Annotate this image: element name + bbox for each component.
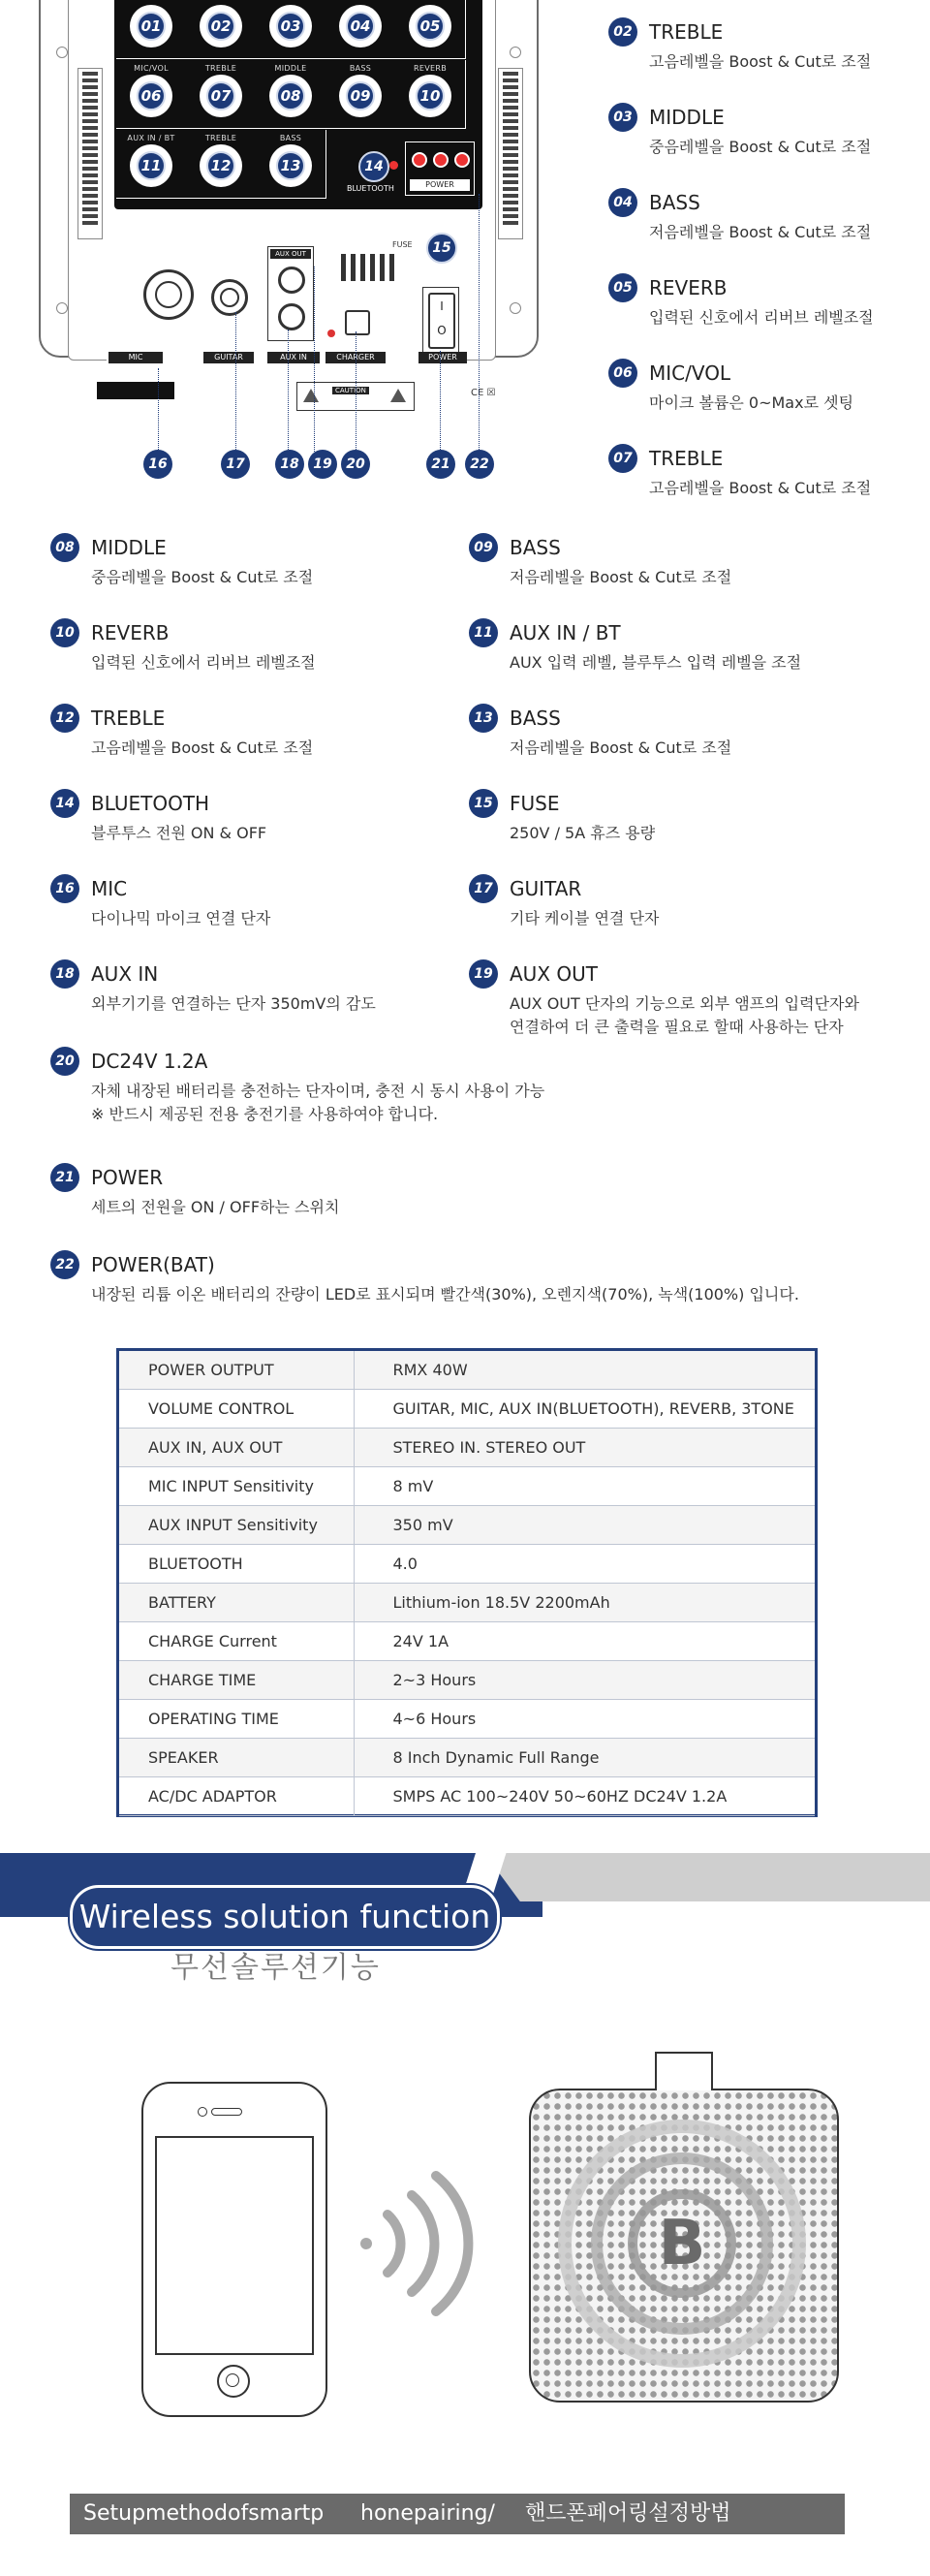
feature-description-line: 중음레벨을 Boost & Cut로 조절 bbox=[91, 568, 314, 586]
feature-description bbox=[510, 737, 731, 760]
charger-port-label: CHARGER bbox=[326, 352, 386, 363]
spec-key: AUX INPUT Sensitivity bbox=[119, 1506, 354, 1545]
spec-row bbox=[119, 1739, 815, 1777]
feature-description-line: 내장된 리튬 이온 배터리의 잔량이 LED로 표시되며 빨간색(30%), 오렌지색(70%), 녹색(100%) 입니다. bbox=[91, 1285, 799, 1304]
knob-number: 07 bbox=[206, 81, 235, 110]
feature-description bbox=[510, 651, 801, 675]
caution-label: CAUTION bbox=[296, 382, 415, 411]
wireless-signal-icon bbox=[349, 2161, 494, 2326]
knob-cell bbox=[186, 0, 257, 59]
aux-out-label: AUX OUT bbox=[270, 249, 311, 259]
feature-title: MIC bbox=[91, 877, 128, 900]
control-knob bbox=[339, 75, 382, 117]
knob-number: 03 bbox=[276, 12, 305, 41]
power-label: POWER bbox=[410, 179, 470, 191]
spec-row bbox=[119, 1506, 815, 1545]
feature-number-badge: 06 bbox=[608, 359, 637, 388]
feature-title: TREBLE bbox=[91, 707, 166, 730]
aux-in-jack bbox=[278, 303, 305, 330]
feature-description-line: 저음레벨을 Boost & Cut로 조절 bbox=[510, 738, 732, 757]
feature-description-line: AUX 입력 레벨, 블루투스 입력 레벨을 조절 bbox=[510, 653, 802, 672]
mic-port-label: MIC bbox=[108, 352, 163, 363]
feature-number-badge: 07 bbox=[608, 444, 637, 473]
feature-number-badge: 04 bbox=[608, 188, 637, 217]
feature-title: POWER(BAT) bbox=[91, 1253, 215, 1276]
charge-led bbox=[327, 330, 335, 337]
knob-number: 01 bbox=[137, 12, 166, 41]
feature-title: MIDDLE bbox=[649, 106, 725, 129]
knob-number: 12 bbox=[206, 151, 235, 180]
spec-row bbox=[119, 1429, 815, 1467]
spec-value: 24V 1A bbox=[354, 1622, 815, 1661]
device-panel-diagram bbox=[0, 0, 581, 485]
aux-jack-block bbox=[267, 246, 314, 341]
feature-number-badge: 17 bbox=[469, 874, 498, 903]
fuse-knob: 15 bbox=[426, 233, 457, 264]
feature-number-badge: 09 bbox=[469, 533, 498, 562]
control-knob bbox=[409, 75, 451, 117]
name-plate bbox=[97, 382, 174, 399]
wireless-subtitle: 무선솔루션기능 bbox=[170, 1951, 381, 1985]
feature-title: AUX IN / BT bbox=[510, 621, 621, 644]
feature-description bbox=[91, 651, 316, 675]
spec-row bbox=[119, 1584, 815, 1622]
spec-value: SMPS AC 100~240V 50~60HZ DC24V 1.2A bbox=[354, 1777, 815, 1816]
spec-row bbox=[119, 1700, 815, 1739]
spec-key: AC/DC ADAPTOR bbox=[119, 1777, 354, 1816]
spec-row bbox=[119, 1545, 815, 1584]
control-knob bbox=[200, 75, 242, 117]
feature-description-line: 블루투스 전원 ON & OFF bbox=[91, 824, 267, 842]
knob-cell bbox=[116, 60, 187, 129]
control-knob bbox=[200, 144, 242, 187]
screw-icon bbox=[510, 302, 521, 314]
spec-value: 350 mV bbox=[354, 1506, 815, 1545]
knob-label: REVERB bbox=[414, 64, 447, 73]
aux-in-port-label: AUX IN bbox=[267, 352, 320, 363]
spec-key: VOLUME CONTROL bbox=[119, 1390, 354, 1429]
dc-input-jack bbox=[345, 310, 370, 335]
feature-title: BASS bbox=[510, 707, 561, 730]
knob-number: 05 bbox=[416, 12, 445, 41]
spec-row bbox=[119, 1351, 815, 1390]
feature-description bbox=[649, 50, 871, 74]
feature-number-badge: 13 bbox=[469, 704, 498, 733]
feature-description bbox=[649, 221, 871, 244]
feature-title: TREBLE bbox=[649, 20, 724, 44]
feature-description-line: 입력된 신호에서 리버브 레벨조절 bbox=[649, 308, 874, 327]
wireless-title: Wireless solution function bbox=[70, 1885, 500, 1949]
feature-description-line: 연결하여 더 큰 출력을 필요로 할때 사용하는 단자 bbox=[510, 1018, 844, 1036]
feature-description bbox=[91, 1283, 799, 1306]
feature-description bbox=[91, 907, 270, 930]
knob-cell bbox=[186, 60, 257, 129]
spec-value: 2~3 Hours bbox=[354, 1661, 815, 1700]
power-port-label: POWER bbox=[418, 352, 467, 363]
spec-key: CHARGE Current bbox=[119, 1622, 354, 1661]
feature-number-badge: 14 bbox=[50, 789, 79, 818]
feature-description-line: AUX OUT 단자의 기능으로 외부 앰프의 입력단자와 bbox=[510, 994, 859, 1013]
feature-description-line: 저음레벨을 Boost & Cut로 조절 bbox=[649, 223, 872, 241]
spec-value: Lithium-ion 18.5V 2200mAh bbox=[354, 1584, 815, 1622]
battery-led bbox=[454, 152, 470, 168]
smartphone-icon bbox=[141, 2082, 327, 2417]
feature-title: MIC/VOL bbox=[649, 361, 731, 385]
bluetooth-button: 14 bbox=[358, 151, 389, 182]
bluetooth-led bbox=[389, 161, 398, 170]
control-knob bbox=[200, 5, 242, 47]
feature-description bbox=[510, 907, 659, 930]
knob-cell bbox=[256, 0, 326, 59]
callout-16: 16 bbox=[143, 450, 172, 479]
feature-description bbox=[510, 992, 859, 1039]
spec-key: OPERATING TIME bbox=[119, 1700, 354, 1739]
footer-text-2: honepairing/ bbox=[360, 2501, 495, 2526]
spec-row bbox=[119, 1661, 815, 1700]
spec-value: RMX 40W bbox=[354, 1351, 815, 1390]
feature-number-badge: 02 bbox=[608, 17, 637, 47]
feature-description-line: 마이크 볼륨은 0~Max로 셋팅 bbox=[649, 393, 854, 412]
left-vent-grill bbox=[78, 68, 103, 239]
feature-title: DC24V 1.2A bbox=[91, 1050, 208, 1073]
battery-led bbox=[433, 152, 449, 168]
feature-description-line: 저음레벨을 Boost & Cut로 조절 bbox=[510, 568, 732, 586]
feature-number-badge: 05 bbox=[608, 273, 637, 302]
knob-label: AUX IN / BT bbox=[127, 134, 175, 142]
feature-description bbox=[649, 392, 853, 415]
feature-title: BLUETOOTH bbox=[91, 792, 210, 815]
feature-title: AUX IN bbox=[91, 962, 159, 986]
knob-number: 13 bbox=[276, 151, 305, 180]
callout-17: 17 bbox=[221, 450, 250, 479]
feature-title: POWER bbox=[91, 1166, 164, 1189]
callout-21: 21 bbox=[426, 450, 455, 479]
feature-number-badge: 12 bbox=[50, 704, 79, 733]
fuse-label: FUSE bbox=[392, 240, 413, 249]
knob-cell bbox=[395, 0, 466, 59]
callout-22: 22 bbox=[465, 450, 494, 479]
feature-description bbox=[649, 136, 871, 159]
guitar-port-label: GUITAR bbox=[203, 352, 254, 363]
battery-led bbox=[412, 152, 427, 168]
feature-number-badge: 18 bbox=[50, 959, 79, 989]
feature-description-line: 외부기기를 연결하는 단자 350mV의 감도 bbox=[91, 994, 376, 1013]
battery-power-block bbox=[405, 141, 475, 196]
aux-out-jack bbox=[278, 267, 305, 294]
feature-title: FUSE bbox=[510, 792, 560, 815]
control-knob bbox=[130, 5, 172, 47]
feature-description bbox=[91, 1196, 339, 1219]
spec-value: GUITAR, MIC, AUX IN(BLUETOOTH), REVERB, 3TONE bbox=[354, 1390, 815, 1429]
feature-title: BASS bbox=[649, 191, 700, 214]
feature-description-line: 기타 케이블 연결 단자 bbox=[510, 909, 660, 927]
feature-number-badge: 11 bbox=[469, 618, 498, 647]
knob-number: 04 bbox=[346, 12, 375, 41]
spec-value: 4.0 bbox=[354, 1545, 815, 1584]
charger-vent bbox=[339, 254, 401, 283]
spec-key: BLUETOOTH bbox=[119, 1545, 354, 1584]
control-knob bbox=[130, 75, 172, 117]
footer-text-3: 핸드폰페어링설정방법 bbox=[525, 2501, 731, 2526]
knob-cell bbox=[116, 0, 187, 59]
callout-18: 18 bbox=[275, 450, 304, 479]
knob-cell bbox=[326, 0, 396, 59]
feature-number-badge: 16 bbox=[50, 874, 79, 903]
feature-title: REVERB bbox=[649, 276, 728, 299]
feature-number-badge: 15 bbox=[469, 789, 498, 818]
spec-key: SPEAKER bbox=[119, 1739, 354, 1777]
feature-description bbox=[649, 477, 871, 500]
screw-icon bbox=[56, 47, 68, 58]
bluetooth-speaker-icon bbox=[529, 2089, 839, 2403]
feature-description bbox=[91, 566, 313, 589]
feature-description-line: ※ 반드시 제공된 전용 충전기를 사용하여야 합니다. bbox=[91, 1105, 439, 1123]
screw-icon bbox=[56, 302, 68, 314]
spec-value: STEREO IN. STEREO OUT bbox=[354, 1429, 815, 1467]
feature-title: BASS bbox=[510, 536, 561, 559]
knob-cell bbox=[326, 60, 396, 129]
mic-combo-jack bbox=[143, 269, 194, 320]
spec-row bbox=[119, 1777, 815, 1816]
control-knob bbox=[339, 5, 382, 47]
feature-number-badge: 08 bbox=[50, 533, 79, 562]
callout-20: 20 bbox=[341, 450, 370, 479]
feature-description bbox=[510, 566, 731, 589]
knob-label: TREBLE bbox=[204, 64, 237, 73]
knob-label: TREBLE bbox=[204, 134, 237, 142]
feature-description-line: 세트의 전원을 ON / OFF하는 스위치 bbox=[91, 1198, 340, 1216]
screw-icon bbox=[510, 47, 521, 58]
feature-title: REVERB bbox=[91, 621, 170, 644]
spec-key: AUX IN, AUX OUT bbox=[119, 1429, 354, 1467]
feature-description bbox=[91, 1080, 544, 1126]
knob-cell bbox=[116, 130, 187, 199]
feature-description bbox=[91, 737, 313, 760]
bluetooth-label: BLUETOOTH bbox=[347, 184, 394, 193]
feature-description bbox=[649, 306, 874, 330]
feature-title: MIDDLE bbox=[91, 536, 167, 559]
feature-description-line: 입력된 신호에서 리버브 레벨조절 bbox=[91, 653, 316, 672]
control-knob bbox=[269, 144, 312, 187]
spec-value: 8 Inch Dynamic Full Range bbox=[354, 1739, 815, 1777]
control-knob bbox=[130, 144, 172, 187]
feature-description-line: 고음레벨을 Boost & Cut로 조절 bbox=[649, 479, 872, 497]
spec-key: BATTERY bbox=[119, 1584, 354, 1622]
feature-number-badge: 20 bbox=[50, 1047, 79, 1076]
knob-label: BASS bbox=[279, 134, 302, 142]
spec-row bbox=[119, 1622, 815, 1661]
knob-number: 11 bbox=[137, 151, 166, 180]
knob-number: 08 bbox=[276, 81, 305, 110]
knob-cell bbox=[256, 60, 326, 129]
spec-key: CHARGE TIME bbox=[119, 1661, 354, 1700]
control-knob bbox=[269, 5, 312, 47]
knob-cell bbox=[256, 130, 326, 199]
control-knob bbox=[409, 5, 451, 47]
footer-text-1: Setupmethodofsmartp bbox=[83, 2501, 325, 2526]
knob-number: 10 bbox=[416, 81, 445, 110]
spec-key: MIC INPUT Sensitivity bbox=[119, 1467, 354, 1506]
feature-title: GUITAR bbox=[510, 877, 582, 900]
speaker-logo: B bbox=[658, 2208, 706, 2279]
knob-label: MIDDLE bbox=[274, 64, 307, 73]
feature-description-line: 중음레벨을 Boost & Cut로 조절 bbox=[649, 138, 872, 156]
knob-cell bbox=[395, 60, 466, 129]
knob-label: MIC/VOL bbox=[134, 64, 169, 73]
spec-value: 8 mV bbox=[354, 1467, 815, 1506]
knob-number: 06 bbox=[137, 81, 166, 110]
knob-number: 02 bbox=[206, 12, 235, 41]
feature-description bbox=[91, 992, 376, 1016]
feature-description-line: 고음레벨을 Boost & Cut로 조절 bbox=[91, 738, 314, 757]
feature-description-line: 250V / 5A 휴즈 용량 bbox=[510, 824, 656, 842]
control-knob bbox=[269, 75, 312, 117]
spec-row bbox=[119, 1467, 815, 1506]
callout-19: 19 bbox=[308, 450, 337, 479]
spec-table bbox=[116, 1348, 818, 1817]
guitar-jack bbox=[211, 279, 248, 316]
feature-number-badge: 03 bbox=[608, 103, 637, 132]
feature-description bbox=[510, 822, 655, 845]
spec-value: 4~6 Hours bbox=[354, 1700, 815, 1739]
feature-number-badge: 21 bbox=[50, 1163, 79, 1192]
right-vent-grill bbox=[498, 68, 523, 239]
feature-description-line: 다이나믹 마이크 연결 단자 bbox=[91, 909, 271, 927]
knob-number: 09 bbox=[346, 81, 375, 110]
power-switch: I O bbox=[422, 287, 459, 353]
knob-label: BASS bbox=[349, 64, 372, 73]
footer-bar bbox=[70, 2494, 845, 2534]
feature-number-badge: 10 bbox=[50, 618, 79, 647]
spec-row bbox=[119, 1390, 815, 1429]
spec-key: POWER OUTPUT bbox=[119, 1351, 354, 1390]
feature-title: TREBLE bbox=[649, 447, 724, 470]
knob-cell bbox=[186, 130, 257, 199]
ce-mark-icon: CE ☒ bbox=[471, 388, 496, 398]
feature-number-badge: 22 bbox=[50, 1250, 79, 1279]
feature-description-line: 자체 내장된 배터리를 충전하는 단자이며, 충전 시 동시 사용이 가능 bbox=[91, 1082, 545, 1100]
feature-number-badge: 19 bbox=[469, 959, 498, 989]
feature-description bbox=[91, 822, 266, 845]
feature-title: AUX OUT bbox=[510, 962, 598, 986]
knob-panel bbox=[114, 0, 482, 209]
feature-description-line: 고음레벨을 Boost & Cut로 조절 bbox=[649, 52, 872, 71]
